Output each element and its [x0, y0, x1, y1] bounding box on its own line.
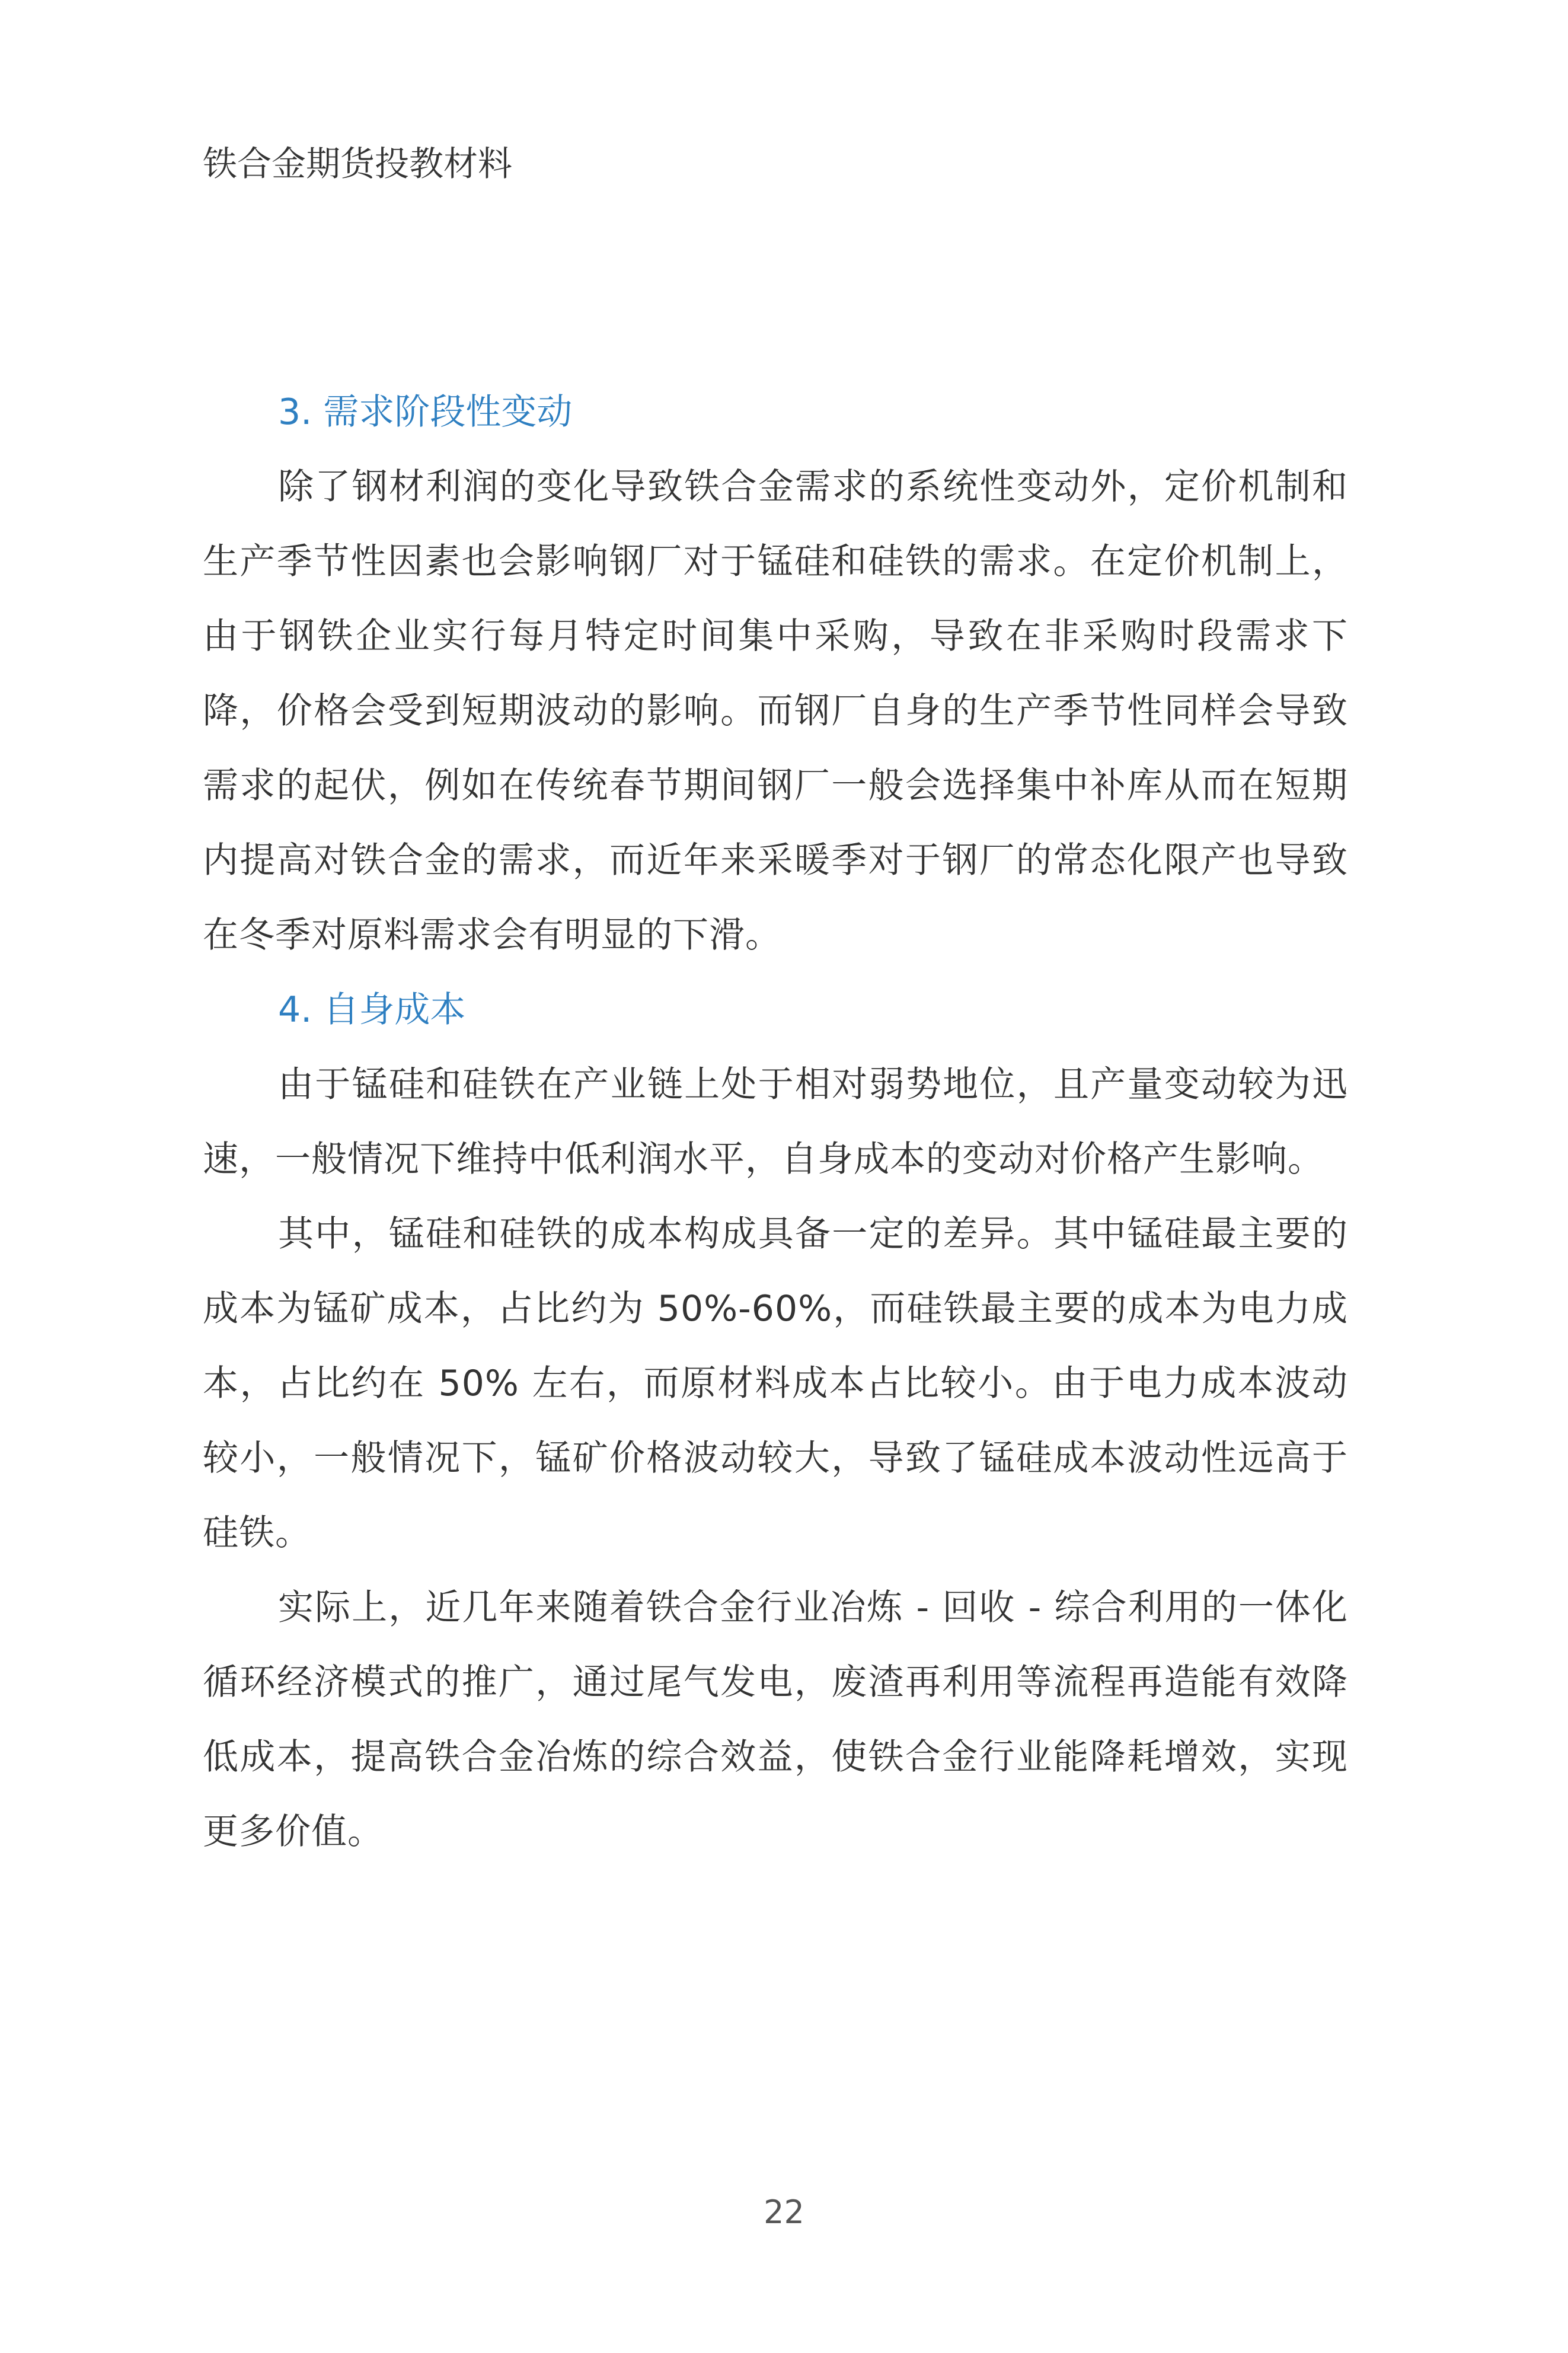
section-heading: 4. 自身成本 [278, 989, 466, 1031]
paragraph: 除了钢材利润的变化导致铁合金需求的系统性变动外，定价机制和生产季节性因素也会影响钢厂对于锰硅和硅铁的需求。在定价机制上，由于钢铁企业实行每月特定时间集中采购，导致在非采购时段需求下降，价格会受到短期波动的影响。而钢厂自身的生产季节性同样会导致需求的起伏，例如在传统春节期间钢厂一般会选择集中补库从而在短期内提高对铁合金的需求，而近年来采暖季对于钢厂的常态化限产也导致在冬季对原料需求会有明显的下滑。 [203, 466, 1348, 956]
section-demand-changes [203, 375, 1348, 973]
paragraph: 其中，锰硅和硅铁的成本构成具备一定的差异。其中锰硅最主要的成本为锰矿成本，占比约为 50%-60%，而硅铁最主要的成本为电力成本，占比约在 50% 左右，而原材料成本占比较小。由于电力成本波动较小，一般情况下，锰矿价格波动较大，导致了锰硅成本波动性远高于硅铁。 [203, 1213, 1348, 1554]
page-number: 22 [764, 2193, 804, 2231]
paragraph: 由于锰硅和硅铁在产业链上处于相对弱势地位，且产量变动较为迅速，一般情况下维持中低利润水平，自身成本的变动对价格产生影响。 [203, 1064, 1348, 1180]
paragraph: 实际上，近几年来随着铁合金行业冶炼 - 回收 - 综合利用的一体化循环经济模式的推广，通过尾气发电，废渣再利用等流程再造能有效降低成本，提高铁合金冶炼的综合效益，使铁合金行业能降耗增效，实现更多价值。 [203, 1587, 1348, 1853]
running-header: 铁合金期货投教材料 [203, 144, 513, 184]
document-body [203, 375, 1348, 1869]
section-heading: 3. 需求阶段性变动 [278, 391, 573, 433]
section-own-cost [203, 973, 1348, 1869]
